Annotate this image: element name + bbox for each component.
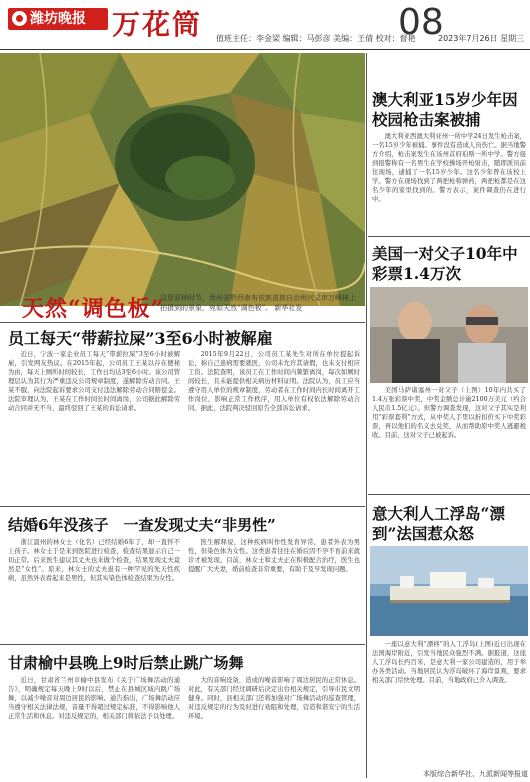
page-number: 08	[398, 2, 444, 43]
article-1-col1: 近日，宁波一家企业员工每天“带薪拉屎”3至6小时被解雇，引发网友热议。在2015年起，公司员工王某以存在便秘为由，每天上厕所时间较长，工作日均达3至6小时。该公司管理层认为其行为严重违反公司规章制度，遂解除劳动合同。王某不服，向法院起诉要求公司支付违法解除劳动合同赔偿金。法院审理认为，王某在工作时间长时间离岗，公司据此解除劳动合同并无不当，最终驳回了王某的诉讼请求。	[8, 351, 180, 412]
right-3-body: 一座以意大利“漂移”的人工浮岛(上图)近日出现在法国海岸附近，引发当地民众强烈不满。据报道，这座人工浮岛长约百米，是意大利一家公司建造的，用于举办各类活动。当地居民认为浮岛破坏了海岸景观，要求相关部门尽快处理。目前，当地政府已介入调查。	[372, 641, 526, 684]
divider	[0, 322, 365, 323]
main-photo	[0, 53, 365, 306]
footer-note: 本版综合新华社、九派新闻等报道	[423, 770, 528, 778]
section-title: 万花筒	[112, 8, 203, 41]
article-3-col2: 大的音响设备，造成的噪音影响了周边居民的正常休息。对此，有关部门经过调研后决定出台相关规定，引导市民文明健身。同时，县相关部门还将加强对广场舞活动的巡查管理，对违反规定的行为及时进行劝阻和处理，营造和谐安宁的生活环境。	[188, 677, 360, 720]
article-3-headline: 甘肃榆中县晚上9时后禁止跳广场舞	[8, 654, 244, 672]
right-1-body: 澳大利亚西澳大利亚州一所中学24日发生枪击案，一名15岁少年被捕。事件没有造成人员伤亡。据当地警方介绍，枪击案发生在该州首府珀斯一所中学。警方接到报警称有一名男生在学校操场开枪射击，随即派员前往现场，逮捕了一名15岁少年。这名少年曾在该校上学。警方在现场找到了两把枪和弹药，两把枪都是在这名少年的家里找到的。警方表示，案件调查仍在进行中。	[372, 133, 526, 203]
father-son-photo	[370, 287, 528, 383]
divider	[368, 494, 530, 495]
masthead	[0, 0, 530, 50]
divider	[368, 236, 530, 237]
logo-mark-icon	[12, 11, 27, 26]
article-2-col2: 医生解释说，这种疾病叫作性发育异常，患者外表为男性，但染色体为女性。这类患者往往在婚后因不孕不育前来就诊才被发现。目前，林女士和丈夫正在积极配合治疗，医生也提醒广大夫妻，婚前检查非常重要，有助于及早发现问题。	[188, 539, 360, 573]
editors-line: 值班主任：李金梁 编辑：马彭彦 美编：王倩 校对：督艳	[216, 34, 416, 43]
paper-logo	[8, 8, 108, 30]
floating-island-photo	[370, 546, 528, 636]
photo-caption: 这是夏种时节，贵州省黔西南布依族苗族自治州兴义市万峰林上拍摄到的景象，宛如天然“调色板”。 新华社发	[160, 294, 356, 312]
right-2-headline: 美国一对父子10年中彩票1.4万次	[372, 244, 518, 283]
article-1-headline: 员工每天“带薪拉屎”3至6小时被解雇	[8, 329, 273, 348]
photo-story-title: 天然“调色板”	[22, 296, 165, 322]
divider	[0, 506, 365, 507]
article-1-col2: 2015年9月22日，公司员工某先生对所在单位提起诉讼，称自己患病需要就医，公司未允许其请假，也未支付相应工资。法院查明，该员工在工作时间内频繁离岗，每次如厕时间较长，且未能提供相关病历材料证明。法院认为，员工应当遵守用人单位的规章制度，劳动者在工作时间内长时间离开工作岗位，影响正常工作秩序，用人单位有权依法解除劳动合同。据此，法院判决驳回原告全部诉讼请求。	[188, 351, 360, 412]
divider	[0, 644, 365, 645]
article-3-col1: 近日，甘肃省兰州市榆中县发布《关于广场舞活动的通告》，明确规定每天晚上9时以后，禁止在县城区域内跳广场舞，以减少噪音对周边居民的影响。通告指出，广场舞活动应当遵守相关法律法规，音量不得超过规定标准，不得影响他人正常生活和休息。对违反规定的，相关部门将依法予以处理。	[8, 677, 180, 720]
column-divider	[366, 53, 367, 778]
article-2-headline: 结婚6年没孩子 一查发现丈夫“非男性”	[8, 516, 276, 534]
paper-name: 潍坊晚报	[30, 11, 86, 27]
right-1-headline: 澳大利亚15岁少年因校园枪击案被捕	[372, 90, 518, 129]
right-3-headline: 意大利人工浮岛“漂到”法国惹众怒	[372, 504, 505, 543]
article-2-col1: 浙江温州的林女士（化名）已经结婚6年了，却一直怀不上孩子。林女士于是来到医院进行检查，检查结果显示自己一切正常。后来医生建议其丈夫也来做个检查，结果发现丈夫竟然是“女性”。原来，林女士的丈夫患有一种罕见的先天性疾病，虽然外表看起来是男性，但其实染色体检查结果为女性。	[8, 539, 180, 582]
right-2-body: 美国马萨诸塞州一对父子（上图）10年内共买了1.4万张彩票中奖，中奖金额总计逾2100万美元（约合人民币1.5亿元）。但警方调查发现，这对父子其实是利用“彩票套利”方式，从中奖人手里以折扣价买下中奖彩票，再以他们的名义去兑奖，从而帮助原中奖人逃避税收。目前，这对父子已被起诉。	[372, 387, 526, 439]
date-line: 2023年7月26日 星期三	[438, 34, 525, 43]
